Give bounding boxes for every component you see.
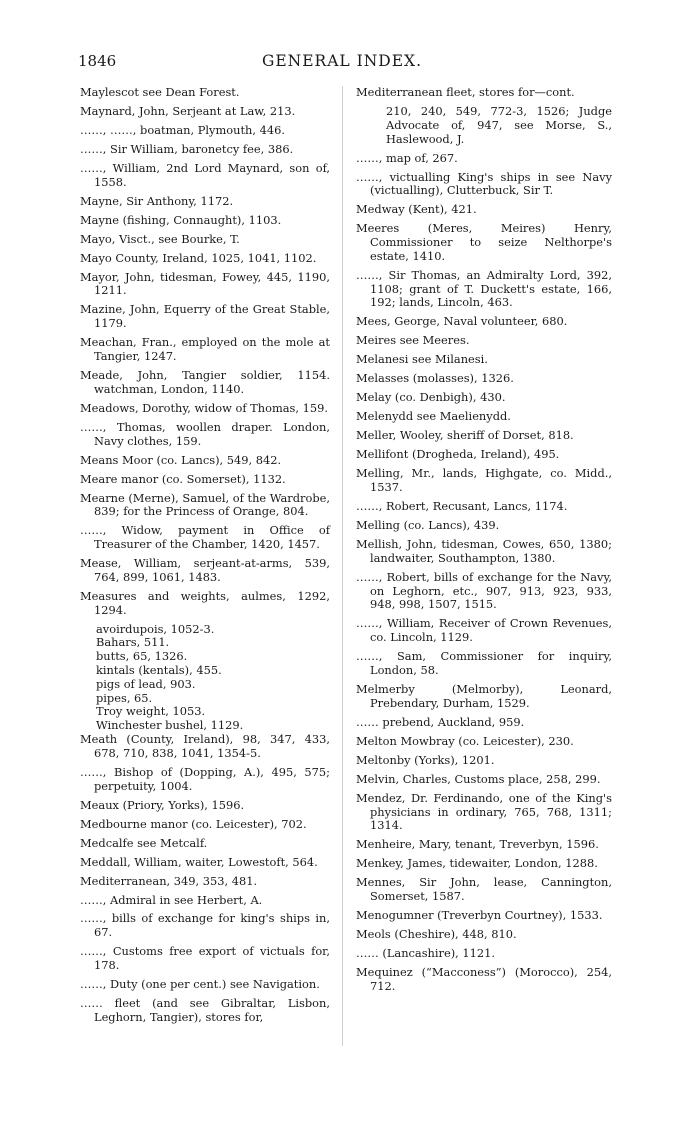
index-entry: Maylescot see Dean Forest. <box>80 85 240 99</box>
index-entry: Mayor, John, tidesman, Fowey, 445, 1190, 1211. <box>80 269 330 298</box>
index-entry: ……, map of, 267. <box>356 150 458 165</box>
index-entry: ……, William, Receiver of Crown Revenues, co. Lincoln, 1129. <box>356 616 612 645</box>
index-subentry: avoirdupois, 1052-3. <box>96 621 215 636</box>
index-entry: …… (Lancashire), 1121. <box>356 946 496 961</box>
index-entry: ……, bills of exchange for king's ships in, 67. <box>80 911 330 940</box>
index-entry: Meadows, Dorothy, widow of Thomas, 159. <box>80 400 328 415</box>
index-entry: Meachan, Fran., employed on the mole at Tangier, 1247. <box>80 335 330 364</box>
index-subentry: Troy weight, 1053. <box>96 704 206 719</box>
index-entry: Mees, George, Naval volunteer, 680. <box>356 314 568 329</box>
index-entry: Meires see Meeres. <box>356 333 470 348</box>
left-column <box>80 86 330 1030</box>
index-entry: Menheire, Mary, tenant, Treverbyn, 1596. <box>356 837 599 852</box>
index-entry: Mediterranean fleet, stores for—cont. <box>356 85 575 99</box>
index-entry: Melton Mowbray (co. Leicester), 230. <box>356 733 574 748</box>
index-entry: Mayne (fishing, Connaught), 1103. <box>80 212 282 227</box>
index-subentry: kintals (kentals), 455. <box>96 663 222 678</box>
index-entry: Melay (co. Denbigh), 430. <box>356 390 506 405</box>
index-entry: Mayne, Sir Anthony, 1172. <box>80 193 234 208</box>
index-entry: Melasses (molasses), 1326. <box>356 371 514 386</box>
column-divider <box>342 86 343 1046</box>
index-entry: Meaux (Priory, Yorks), 1596. <box>80 797 245 812</box>
index-entry: ……, Thomas, woollen draper. London, Navy clothes, 159. <box>80 419 330 448</box>
index-entry: ……, victualling King's ships in see Navy (victualling), Clutterbuck, Sir T. <box>356 169 612 198</box>
index-entry: Mayo County, Ireland, 1025, 1041, 1102. <box>80 250 317 265</box>
index-entry: 210, 240, 549, 772-3, 1526; Judge Advocate of, 947, see Morse, S., Haslewood, J. <box>386 103 612 146</box>
index-entry: Meols (Cheshire), 448, 810. <box>356 927 517 942</box>
index-entry: ……, Robert, bills of exchange for the Navy, on Leghorn, etc., 907, 913, 923, 933, 948, 998, 1507, 1515. <box>356 569 612 612</box>
index-entry: ……, Admiral in see Herbert, A. <box>80 892 263 907</box>
index-entry: Mediterranean, 349, 353, 481. <box>80 873 258 888</box>
index-entry: ……, Customs free export of victuals for, 178. <box>80 944 330 973</box>
index-entry: Melanesi see Milanesi. <box>356 352 488 367</box>
index-subentry: Winchester bushel, 1129. <box>96 718 244 733</box>
index-entry: …… prebend, Auckland, 959. <box>356 714 525 729</box>
index-entry: Melling (co. Lancs), 439. <box>356 518 500 533</box>
index-entry: Melmerby (Melmorby), Leonard, Prebendary, Durham, 1529. <box>356 682 612 710</box>
index-subentry: pigs of lead, 903. <box>96 676 196 691</box>
index-entry: Measures and weights, aulmes, 1292, 1294. <box>80 588 330 617</box>
index-entry: Meath (County, Ireland), 98, 347, 433, 678, 710, 838, 1041, 1354-5. <box>80 732 330 760</box>
index-subentry: butts, 65, 1326. <box>96 649 188 664</box>
index-entry: Menkey, James, tidewaiter, London, 1288. <box>356 856 598 871</box>
index-subentry: pipes, 65. <box>96 690 153 705</box>
index-entry: Mayo, Visct., see Bourke, T. <box>80 231 240 246</box>
index-entry: Mellifont (Drogheda, Ireland), 495. <box>356 447 560 462</box>
page-header <box>78 52 606 74</box>
index-entry: ……, William, 2nd Lord Maynard, son of, 1558. <box>80 160 330 189</box>
index-entry: Meddall, William, waiter, Lowestoft, 564. <box>80 854 318 869</box>
index-subentry: Bahars, 511. <box>96 635 170 650</box>
index-entry: …… fleet (and see Gibraltar, Lisbon, Leghorn, Tangier), stores for, <box>80 996 330 1024</box>
index-entry: Meeres (Meres, Meires) Henry, Commissioner to seize Nelthorpe's estate, 1410. <box>356 221 612 263</box>
page-number: 1846 <box>78 52 117 70</box>
index-entry: Menogumner (Treverbyn Courtney), 1533. <box>356 908 603 923</box>
index-entry: ……, Sir William, baronetcy fee, 386. <box>80 141 294 156</box>
page-title: GENERAL INDEX. <box>261 52 423 70</box>
index-entry: Mearne (Merne), Samuel, of the Wardrobe, 839; for the Princess of Orange, 804. <box>80 490 330 519</box>
index-entry: Medcalfe see Metcalf. <box>80 835 208 850</box>
index-entry: Mease, William, serjeant-at-arms, 539, 764, 899, 1061, 1483. <box>80 556 330 584</box>
index-entry: Mazine, John, Equerry of the Great Stable, 1179. <box>80 302 330 331</box>
index-entry: Maynard, John, Serjeant at Law, 213. <box>80 103 296 118</box>
index-entry: ……, Widow, payment in Office of Treasurer of the Chamber, 1420, 1457. <box>80 523 330 552</box>
index-entry: ……, Sam, Commissioner for inquiry, London, 58. <box>356 649 612 678</box>
index-entry: Melvin, Charles, Customs place, 258, 299. <box>356 771 601 786</box>
index-entry: Melenydd see Maelienydd. <box>356 409 511 424</box>
index-entry: Mennes, Sir John, lease, Cannington, Somerset, 1587. <box>356 875 612 904</box>
index-entry: Meade, John, Tangier soldier, 1154. watchman, London, 1140. <box>80 368 330 396</box>
index-entry: Medway (Kent), 421. <box>356 202 477 217</box>
index-entry: Mellish, John, tidesman, Cowes, 650, 1380; landwaiter, Southampton, 1380. <box>356 537 612 565</box>
index-entry: ……, Sir Thomas, an Admiralty Lord, 392, 1108; grant of T. Duckett's estate, 166, 192; lands, Lincoln, 463. <box>356 267 612 310</box>
index-entry: Meller, Wooley, sheriff of Dorset, 818. <box>356 428 574 443</box>
index-entry: Means Moor (co. Lancs), 549, 842. <box>80 452 282 467</box>
index-entry: Meltonby (Yorks), 1201. <box>356 752 495 767</box>
index-entry: ……, Robert, Recusant, Lancs, 1174. <box>356 499 568 514</box>
index-entry: Mequinez (“Macconess”) (Morocco), 254, 712. <box>356 965 612 993</box>
index-entry: ……, Bishop of (Dopping, A.), 495, 575; perpetuity, 1004. <box>80 764 330 793</box>
index-entry: Meare manor (co. Somerset), 1132. <box>80 471 286 486</box>
right-column <box>356 86 612 999</box>
index-entry: ……, Duty (one per cent.) see Navigation. <box>80 977 320 992</box>
index-entry: Medbourne manor (co. Leicester), 702. <box>80 816 307 831</box>
index-entry: ……, ……, boatman, Plymouth, 446. <box>80 122 285 137</box>
index-entry: Mendez, Dr. Ferdinando, one of the King's physicians in ordinary, 765, 768, 1311; 1314. <box>356 790 612 833</box>
index-entry: Melling, Mr., lands, Highgate, co. Midd., 1537. <box>356 466 612 495</box>
